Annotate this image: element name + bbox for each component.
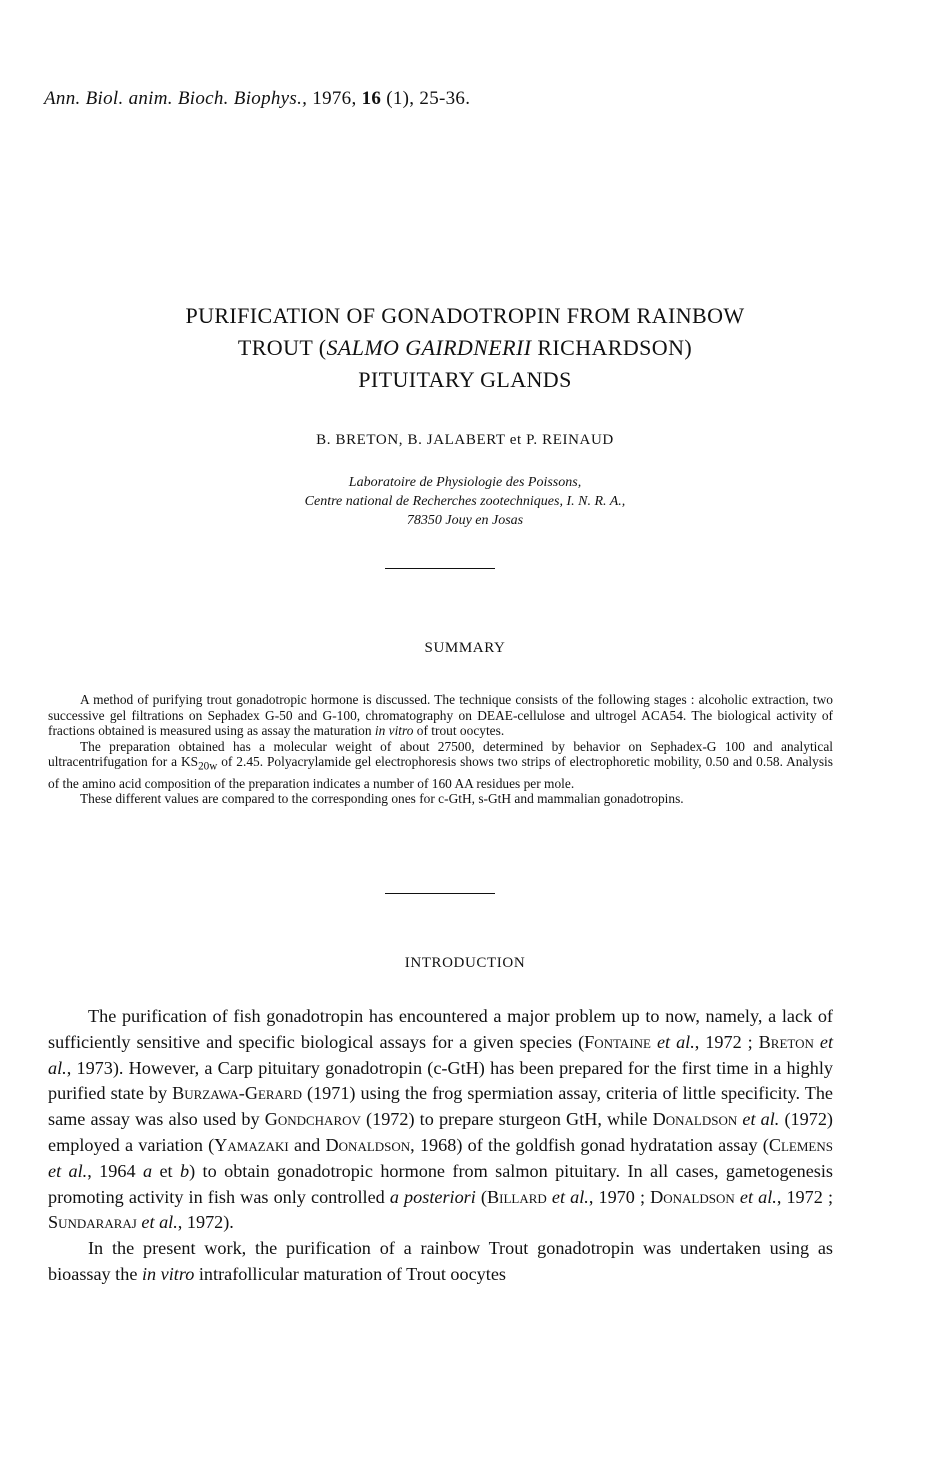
- intro-text: , 1972 ;: [776, 1186, 834, 1207]
- separator-rule: [385, 568, 495, 569]
- summary-text: of 2.45. Polyacrylamide gel electrophoresis shows two strips of electrophoretic mobility, 0.50 and 0.58. Analysis of the amino acid composition of the preparation indicates a number of 160 AA residues per mole.: [48, 754, 833, 791]
- summary-text: The preparation obtained has a molecular weight of about 27500, determined by behavior on Sephadex-G 100 and analytical ultracentrifugation for a KS: [48, 738, 833, 770]
- affiliation-line-2: Centre national de Recherches zootechniques, I. N. R. A.,: [304, 494, 626, 509]
- title-line-2-end: RICHARDSON): [531, 335, 693, 360]
- author-citation: Clemens: [768, 1134, 833, 1155]
- intro-italic: in vitro: [141, 1263, 195, 1284]
- intro-italic: b: [180, 1160, 190, 1181]
- paper-title: [60, 300, 870, 396]
- intro-text: ) to obtain gonadotropic hormone from salmon pituitary. In all cases, gametogenesis promoting activity in fish was only controlled: [48, 1160, 833, 1207]
- affiliation: [0, 473, 930, 530]
- intro-italic: et al.: [739, 1186, 777, 1207]
- intro-italic: et al.: [48, 1160, 88, 1181]
- author-citation: Gondcharov: [264, 1109, 361, 1130]
- journal-name: Ann. Biol. anim. Bioch. Biophys.,: [44, 88, 308, 109]
- intro-text: (1972) employed a variation (: [48, 1109, 833, 1155]
- intro-text: In the present work, the purification of a rainbow Trout gonadotropin was undertaken using as bioassay the: [48, 1238, 833, 1284]
- intro-italic: a: [142, 1160, 153, 1181]
- citation-volume: 16: [361, 88, 382, 109]
- summary-paragraph: [48, 739, 833, 791]
- author-citation: Donaldson: [650, 1186, 735, 1207]
- author-citation: Donaldson: [325, 1134, 411, 1155]
- author-citation: Burzawa-Gerard: [172, 1083, 303, 1104]
- summary-text: of trout oocytes.: [413, 723, 505, 739]
- author-citation: Billard: [486, 1186, 547, 1207]
- author-citation: Fontaine: [584, 1031, 651, 1052]
- intro-italic: a posteriori: [389, 1186, 476, 1207]
- separator-rule: [385, 893, 495, 894]
- intro-text: et: [152, 1160, 180, 1181]
- intro-text: (1972) to prepare sturgeon GtH, while: [360, 1109, 653, 1130]
- intro-italic: et al.: [656, 1031, 695, 1052]
- summary-paragraph: [48, 692, 833, 739]
- author-citation: Donaldson: [652, 1109, 738, 1130]
- summary-paragraph: These different values are compared to the corresponding ones for c-GtH, s-GtH and mammalian gonadotropins.: [80, 791, 684, 807]
- title-line-2-start: TROUT (: [237, 335, 327, 360]
- intro-text: and: [288, 1134, 326, 1155]
- intro-text: , 1964: [87, 1160, 143, 1181]
- intro-italic: et al.: [48, 1031, 834, 1078]
- intro-text: , 1968) of the goldfish gonad hydratation assay (: [410, 1134, 769, 1155]
- introduction-heading: INTRODUCTION: [404, 955, 526, 971]
- intro-text: The purification of fish gonadotropin has encountered a major problem up to now, namely, a lack of sufficiently sensitive and specific biological assays for a given species (: [48, 1006, 833, 1052]
- intro-text: , 1973). However, a Carp pituitary gonadotropin (c-GtH) has been prepared for the first time in a highly purified state by: [48, 1057, 833, 1104]
- intro-italic: et al.: [551, 1186, 589, 1207]
- title-line-3: PITUITARY GLANDS: [358, 367, 572, 392]
- author-list: B. BRETON, B. JALABERT et P. REINAUD: [316, 432, 614, 448]
- title-line-2: [60, 332, 870, 364]
- introduction-paragraph: [48, 1236, 833, 1288]
- intro-text: , 1972).: [177, 1212, 234, 1233]
- introduction-paragraph: [48, 1004, 833, 1236]
- intro-text: , 1970 ;: [588, 1186, 651, 1207]
- summary-text: A method of purifying trout gonadotropic hormone is discussed. The technique consists of the following stages : alcoholic extraction, two successive gel filtrations on Sephadex G-50 and G-100, chromatography on DEAE-cellulose and ultrogel ACA54. The biological activity of fractions obtained is measured using as assay the maturation: [48, 692, 833, 739]
- author-citation: Yamazaki: [214, 1134, 289, 1155]
- intro-text: , 1972 ;: [694, 1031, 759, 1052]
- citation-issue-pages: (1), 25-36.: [386, 88, 471, 109]
- journal-citation: [44, 88, 470, 110]
- author-citation: Breton: [758, 1031, 814, 1052]
- introduction-body: [48, 1004, 833, 1288]
- author-citation: Sundararaj: [48, 1212, 137, 1233]
- affiliation-line-3: 78350 Jouy en Josas: [406, 513, 524, 528]
- intro-italic: et al.: [141, 1212, 178, 1233]
- intro-text: intrafollicular maturation of Trout oocytes: [194, 1263, 506, 1284]
- species-name: SALMO GAIRDNERII: [326, 335, 532, 360]
- summary-body: [48, 692, 833, 807]
- affiliation-line-1: Laboratoire de Physiologie des Poissons,: [348, 475, 582, 490]
- intro-italic: et al.: [742, 1109, 780, 1130]
- title-line-1: PURIFICATION OF GONADOTROPIN FROM RAINBOW: [185, 303, 745, 328]
- citation-year: 1976,: [312, 88, 357, 109]
- intro-text: (1971) using the frog spermiation assay, criteria of little specificity. The same assay was also used by: [48, 1083, 833, 1130]
- summary-italic: in vitro: [374, 723, 414, 739]
- summary-heading: SUMMARY: [424, 640, 506, 656]
- intro-text: (: [475, 1186, 487, 1207]
- summary-subscript: 20w: [198, 761, 218, 774]
